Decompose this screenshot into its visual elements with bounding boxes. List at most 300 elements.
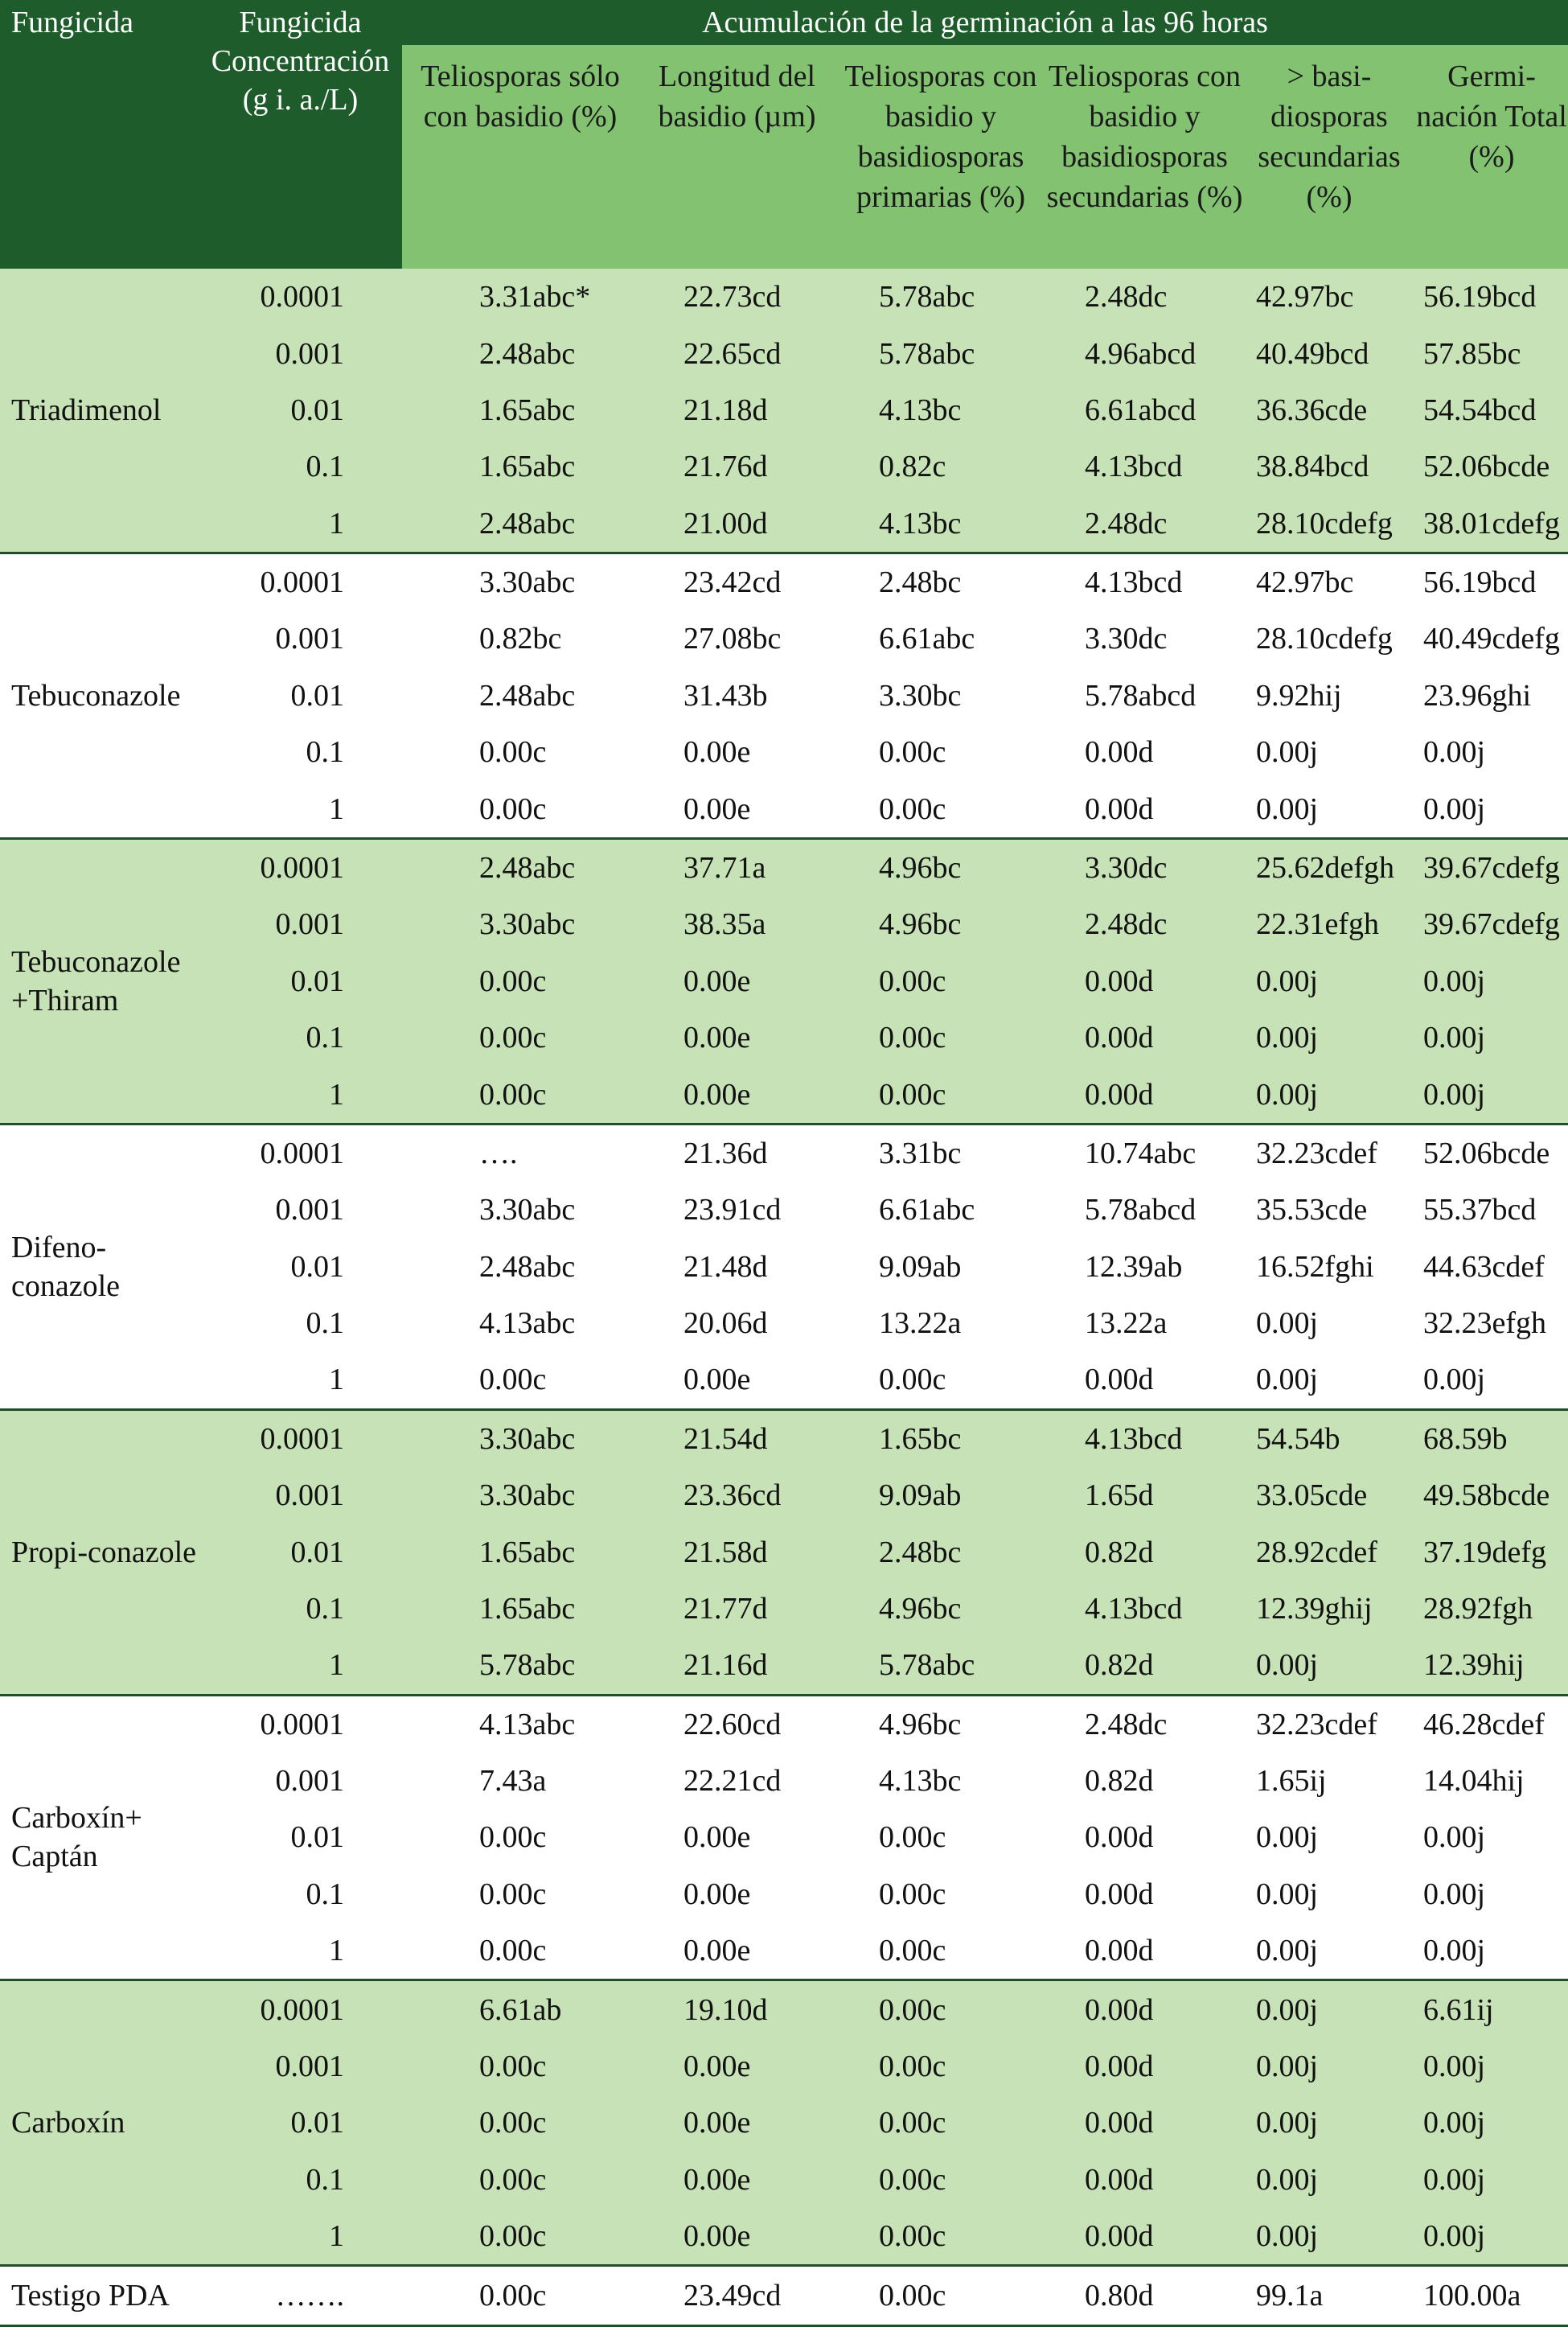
header-col-3-label: Teliosporas con basidio y basidiosporas primarias (%)	[844, 60, 1037, 214]
value-cell: 3.30dc	[1046, 838, 1243, 896]
value-cell: 2.48dc	[1046, 269, 1243, 325]
table-row	[0, 1922, 1568, 1980]
value-cell: 0.82d	[1046, 1523, 1243, 1580]
value-cell: 0.00c	[835, 2208, 1046, 2266]
header-col-2-label: Longitud del basidio (µm)	[658, 60, 816, 134]
value-cell: 21.16d	[638, 1637, 835, 1695]
fungicide-name: Carboxín	[0, 1980, 199, 2266]
value-cell: 21.54d	[638, 1409, 835, 1467]
value-cell: 32.23efgh	[1415, 1295, 1568, 1351]
table-row	[0, 780, 1568, 838]
value-cell: 2.48bc	[835, 553, 1046, 611]
value-cell: 42.97bc	[1243, 269, 1415, 325]
concentration-cell: 0.001	[199, 896, 402, 952]
value-cell: 33.05cde	[1243, 1467, 1415, 1523]
value-cell: 22.73cd	[638, 269, 835, 325]
value-cell: 54.54bcd	[1415, 382, 1568, 438]
table-row	[0, 2095, 1568, 2151]
value-cell: 28.92fgh	[1415, 1581, 1568, 1637]
value-cell: 3.30abc	[402, 1182, 638, 1238]
table-row	[0, 1809, 1568, 1865]
value-cell: 6.61ij	[1415, 1980, 1568, 2038]
value-cell: 35.53cde	[1243, 1182, 1415, 1238]
control-value-cell: 99.1a	[1243, 2266, 1415, 2326]
value-cell: 23.42cd	[638, 553, 835, 611]
concentration-cell: 0.0001	[199, 553, 402, 611]
control-name: Testigo PDA	[0, 2266, 199, 2326]
value-cell: 23.36cd	[638, 1467, 835, 1523]
value-cell: 0.00d	[1046, 1009, 1243, 1066]
value-cell: 0.00e	[638, 1066, 835, 1124]
value-cell: 32.23cdef	[1243, 1695, 1415, 1753]
table-row	[0, 1753, 1568, 1809]
fungicide-name: Tebuconazole +Thiram	[0, 838, 199, 1124]
value-cell: 0.82d	[1046, 1753, 1243, 1809]
value-cell: 37.19defg	[1415, 1523, 1568, 1580]
concentration-cell: 0.1	[199, 1581, 402, 1637]
value-cell: 28.10cdefg	[1243, 495, 1415, 553]
concentration-cell: 0.1	[199, 1866, 402, 1922]
table-row	[0, 896, 1568, 952]
value-cell: 0.00c	[835, 1809, 1046, 1865]
value-cell: 19.10d	[638, 1980, 835, 2038]
value-cell: 4.96bc	[835, 1581, 1046, 1637]
value-cell: 0.00c	[402, 2208, 638, 2266]
concentration-cell: 0.1	[199, 438, 402, 495]
value-cell: 44.63cdef	[1415, 1238, 1568, 1294]
value-cell: 0.00e	[638, 780, 835, 838]
control-value-cell: 0.00c	[402, 2266, 638, 2326]
value-cell: 9.09ab	[835, 1238, 1046, 1294]
value-cell: 21.36d	[638, 1124, 835, 1182]
concentration-cell: 0.1	[199, 2152, 402, 2208]
value-cell: 0.00j	[1243, 780, 1415, 838]
value-cell: 36.36cde	[1243, 382, 1415, 438]
value-cell: 0.00c	[402, 1922, 638, 1980]
value-cell: 0.00c	[402, 2095, 638, 2151]
value-cell: 4.13bcd	[1046, 1409, 1243, 1467]
value-cell: 0.00j	[1243, 1809, 1415, 1865]
value-cell: 0.00e	[638, 2038, 835, 2095]
value-cell: 38.01cdefg	[1415, 495, 1568, 553]
control-concentration: …….	[199, 2266, 402, 2326]
value-cell: 0.82c	[835, 438, 1046, 495]
header-col-4	[1046, 45, 1243, 269]
value-cell: 4.13abc	[402, 1295, 638, 1351]
table-row	[0, 1124, 1568, 1182]
value-cell: 0.00e	[638, 2208, 835, 2266]
value-cell: 39.67cdefg	[1415, 838, 1568, 896]
value-cell: 0.00j	[1243, 1009, 1415, 1066]
concentration-cell: 1	[199, 780, 402, 838]
value-cell: 12.39ab	[1046, 1238, 1243, 1294]
concentration-cell: 0.1	[199, 1009, 402, 1066]
concentration-cell: 1	[199, 1066, 402, 1124]
value-cell: 4.96abcd	[1046, 325, 1243, 381]
value-cell: 28.10cdefg	[1243, 611, 1415, 667]
value-cell: 0.00j	[1415, 1922, 1568, 1980]
fungicide-name: Difeno-conazole	[0, 1124, 199, 1409]
value-cell: 0.00j	[1415, 2152, 1568, 2208]
value-cell: 0.00c	[835, 2095, 1046, 2151]
value-cell: 5.78abcd	[1046, 1182, 1243, 1238]
table-row	[0, 1009, 1568, 1066]
value-cell: 21.48d	[638, 1238, 835, 1294]
header-concentracion	[199, 0, 402, 269]
value-cell: 1.65abc	[402, 438, 638, 495]
header-col-6-label: Germi-nación Total (%)	[1416, 60, 1567, 174]
value-cell: 0.00c	[835, 1866, 1046, 1922]
value-cell: 0.00j	[1415, 2208, 1568, 2266]
value-cell: 0.00j	[1415, 1809, 1568, 1865]
value-cell: 32.23cdef	[1243, 1124, 1415, 1182]
value-cell: 16.52fghi	[1243, 1238, 1415, 1294]
concentration-cell: 0.0001	[199, 1980, 402, 2038]
table-row	[0, 953, 1568, 1009]
concentration-cell: 0.0001	[199, 838, 402, 896]
value-cell: 56.19bcd	[1415, 553, 1568, 611]
concentration-cell: 0.001	[199, 1182, 402, 1238]
table-row	[0, 1409, 1568, 1467]
value-cell: 0.00c	[402, 1351, 638, 1409]
concentration-cell: 0.01	[199, 382, 402, 438]
value-cell: 0.00c	[402, 2038, 638, 2095]
value-cell: 0.00j	[1415, 1351, 1568, 1409]
value-cell: 0.00j	[1243, 1066, 1415, 1124]
value-cell: 38.84bcd	[1243, 438, 1415, 495]
value-cell: 1.65ij	[1243, 1753, 1415, 1809]
header-fungicida	[0, 0, 199, 269]
value-cell: 4.13abc	[402, 1695, 638, 1753]
value-cell: 0.00e	[638, 1809, 835, 1865]
value-cell: 0.00d	[1046, 1866, 1243, 1922]
value-cell: ….	[402, 1124, 638, 1182]
value-cell: 0.00d	[1046, 1922, 1243, 1980]
value-cell: 4.13bc	[835, 1753, 1046, 1809]
value-cell: 0.00e	[638, 2152, 835, 2208]
value-cell: 0.00j	[1243, 1866, 1415, 1922]
value-cell: 28.92cdef	[1243, 1523, 1415, 1580]
value-cell: 0.00c	[835, 780, 1046, 838]
header-group-title-label: Acumulación de la germinación a las 96 horas	[702, 6, 1268, 39]
value-cell: 0.00c	[835, 953, 1046, 1009]
concentration-cell: 0.001	[199, 2038, 402, 2095]
value-cell: 0.00j	[1243, 953, 1415, 1009]
header-col-4-label: Teliosporas con basidio y basidiosporas secundarias (%)	[1046, 60, 1243, 214]
value-cell: 20.06d	[638, 1295, 835, 1351]
header-concentracion-label: Fungicida Concentración (g i. a./L)	[211, 6, 390, 117]
value-cell: 0.00c	[402, 1009, 638, 1066]
value-cell: 0.00e	[638, 724, 835, 780]
value-cell: 21.18d	[638, 382, 835, 438]
value-cell: 0.00j	[1243, 1295, 1415, 1351]
value-cell: 0.00j	[1243, 2038, 1415, 2095]
value-cell: 0.00j	[1415, 1066, 1568, 1124]
value-cell: 0.00c	[835, 1980, 1046, 2038]
value-cell: 22.60cd	[638, 1695, 835, 1753]
value-cell: 4.13bcd	[1046, 438, 1243, 495]
concentration-cell: 0.01	[199, 953, 402, 1009]
value-cell: 0.00c	[835, 2152, 1046, 2208]
value-cell: 4.96bc	[835, 896, 1046, 952]
value-cell: 22.65cd	[638, 325, 835, 381]
value-cell: 6.61abc	[835, 611, 1046, 667]
concentration-cell: 1	[199, 1637, 402, 1695]
value-cell: 4.13bc	[835, 382, 1046, 438]
value-cell: 0.00d	[1046, 953, 1243, 1009]
value-cell: 3.31abc*	[402, 269, 638, 325]
value-cell: 0.00j	[1415, 1009, 1568, 1066]
value-cell: 5.78abc	[835, 269, 1046, 325]
value-cell: 2.48dc	[1046, 495, 1243, 553]
value-cell: 0.00d	[1046, 1351, 1243, 1409]
value-cell: 4.13bcd	[1046, 553, 1243, 611]
value-cell: 12.39hij	[1415, 1637, 1568, 1695]
value-cell: 5.78abc	[835, 1637, 1046, 1695]
value-cell: 2.48abc	[402, 325, 638, 381]
value-cell: 2.48bc	[835, 1523, 1046, 1580]
value-cell: 3.31bc	[835, 1124, 1046, 1182]
value-cell: 3.30abc	[402, 553, 638, 611]
value-cell: 52.06bcde	[1415, 1124, 1568, 1182]
value-cell: 23.96ghi	[1415, 668, 1568, 724]
value-cell: 0.00d	[1046, 724, 1243, 780]
value-cell: 4.13bc	[835, 495, 1046, 553]
value-cell: 0.00d	[1046, 2095, 1243, 2151]
value-cell: 39.67cdefg	[1415, 896, 1568, 952]
table-row	[0, 553, 1568, 611]
value-cell: 0.00j	[1415, 2095, 1568, 2151]
table-row	[0, 2208, 1568, 2266]
value-cell: 1.65abc	[402, 1581, 638, 1637]
header-col-5-label: > basi-diosporas secundarias (%)	[1258, 60, 1401, 214]
value-cell: 27.08bc	[638, 611, 835, 667]
value-cell: 13.22a	[835, 1295, 1046, 1351]
value-cell: 0.00c	[402, 2152, 638, 2208]
value-cell: 46.28cdef	[1415, 1695, 1568, 1753]
table-row	[0, 1581, 1568, 1637]
value-cell: 0.00d	[1046, 2208, 1243, 2266]
header-col-1	[402, 45, 638, 269]
value-cell: 0.00j	[1243, 2152, 1415, 2208]
header-col-3	[835, 45, 1046, 269]
header-fungicida-label: Fungicida	[11, 6, 133, 39]
fungicide-name: Triadimenol	[0, 269, 199, 553]
fungicide-name: Carboxín+ Captán	[0, 1695, 199, 1980]
fungicide-name: Tebuconazole	[0, 553, 199, 838]
table-row	[0, 269, 1568, 325]
value-cell: 12.39ghij	[1243, 1581, 1415, 1637]
value-cell: 21.77d	[638, 1581, 835, 1637]
value-cell: 0.00c	[835, 1066, 1046, 1124]
value-cell: 22.21cd	[638, 1753, 835, 1809]
header-group-title	[402, 0, 1568, 45]
concentration-cell: 0.001	[199, 611, 402, 667]
value-cell: 9.92hij	[1243, 668, 1415, 724]
value-cell: 0.00e	[638, 1922, 835, 1980]
value-cell: 0.00c	[835, 1009, 1046, 1066]
table-row	[0, 1351, 1568, 1409]
value-cell: 6.61abcd	[1046, 382, 1243, 438]
concentration-cell: 1	[199, 2208, 402, 2266]
value-cell: 38.35a	[638, 896, 835, 952]
value-cell: 1.65bc	[835, 1409, 1046, 1467]
value-cell: 2.48abc	[402, 668, 638, 724]
table-body	[0, 269, 1568, 2326]
concentration-cell: 0.01	[199, 668, 402, 724]
value-cell: 0.82bc	[402, 611, 638, 667]
value-cell: 3.30abc	[402, 1467, 638, 1523]
value-cell: 2.48dc	[1046, 1695, 1243, 1753]
table-row	[0, 2152, 1568, 2208]
value-cell: 49.58bcde	[1415, 1467, 1568, 1523]
concentration-cell: 0.0001	[199, 1409, 402, 1467]
value-cell: 13.22a	[1046, 1295, 1243, 1351]
value-cell: 40.49cdefg	[1415, 611, 1568, 667]
value-cell: 0.00e	[638, 1351, 835, 1409]
table-row	[0, 668, 1568, 724]
value-cell: 25.62defgh	[1243, 838, 1415, 896]
control-row	[0, 2266, 1568, 2326]
header-col-2	[638, 45, 835, 269]
value-cell: 1.65abc	[402, 382, 638, 438]
value-cell: 0.00j	[1415, 953, 1568, 1009]
value-cell: 0.00j	[1415, 724, 1568, 780]
value-cell: 7.43a	[402, 1753, 638, 1809]
concentration-cell: 1	[199, 1922, 402, 1980]
concentration-cell: 1	[199, 495, 402, 553]
value-cell: 2.48abc	[402, 838, 638, 896]
concentration-cell: 0.001	[199, 325, 402, 381]
concentration-cell: 0.0001	[199, 1695, 402, 1753]
concentration-cell: 0.01	[199, 1523, 402, 1580]
value-cell: 3.30dc	[1046, 611, 1243, 667]
value-cell: 0.00e	[638, 953, 835, 1009]
value-cell: 6.61ab	[402, 1980, 638, 2038]
control-value-cell: 23.49cd	[638, 2266, 835, 2326]
value-cell: 55.37bcd	[1415, 1182, 1568, 1238]
value-cell: 0.00j	[1243, 1922, 1415, 1980]
value-cell: 4.96bc	[835, 838, 1046, 896]
value-cell: 0.00c	[402, 1866, 638, 1922]
value-cell: 37.71a	[638, 838, 835, 896]
value-cell: 0.00j	[1415, 780, 1568, 838]
value-cell: 0.00d	[1046, 2152, 1243, 2208]
header-col-6	[1415, 45, 1568, 269]
value-cell: 4.13bcd	[1046, 1581, 1243, 1637]
table-row	[0, 1182, 1568, 1238]
table-row	[0, 1523, 1568, 1580]
value-cell: 0.00e	[638, 1866, 835, 1922]
value-cell: 14.04hij	[1415, 1753, 1568, 1809]
value-cell: 0.00j	[1243, 1351, 1415, 1409]
table-row	[0, 1866, 1568, 1922]
value-cell: 2.48abc	[402, 495, 638, 553]
value-cell: 0.00j	[1415, 2038, 1568, 2095]
value-cell: 0.00d	[1046, 2038, 1243, 2095]
value-cell: 9.09ab	[835, 1467, 1046, 1523]
table-row	[0, 438, 1568, 495]
value-cell: 21.76d	[638, 438, 835, 495]
value-cell: 21.00d	[638, 495, 835, 553]
value-cell: 0.00j	[1415, 1866, 1568, 1922]
value-cell: 40.49bcd	[1243, 325, 1415, 381]
control-value-cell: 0.00c	[835, 2266, 1046, 2326]
value-cell: 5.78abc	[835, 325, 1046, 381]
concentration-cell: 0.1	[199, 1295, 402, 1351]
value-cell: 5.78abcd	[1046, 668, 1243, 724]
value-cell: 42.97bc	[1243, 553, 1415, 611]
value-cell: 68.59b	[1415, 1409, 1568, 1467]
control-value-cell: 0.80d	[1046, 2266, 1243, 2326]
value-cell: 0.00c	[835, 1922, 1046, 1980]
value-cell: 4.96bc	[835, 1695, 1046, 1753]
header-col-5	[1243, 45, 1415, 269]
value-cell: 0.00j	[1243, 1637, 1415, 1695]
value-cell: 0.00c	[835, 2038, 1046, 2095]
value-cell: 5.78abc	[402, 1637, 638, 1695]
value-cell: 0.00d	[1046, 1980, 1243, 2038]
header-col-1-label: Teliosporas sólo con basidio (%)	[421, 60, 620, 134]
value-cell: 0.00d	[1046, 1809, 1243, 1865]
table-row	[0, 2038, 1568, 2095]
concentration-cell: 0.01	[199, 2095, 402, 2151]
value-cell: 0.00j	[1243, 724, 1415, 780]
value-cell: 23.91cd	[638, 1182, 835, 1238]
concentration-cell: 0.1	[199, 724, 402, 780]
value-cell: 52.06bcde	[1415, 438, 1568, 495]
concentration-cell: 0.01	[199, 1809, 402, 1865]
value-cell: 0.00j	[1243, 1980, 1415, 2038]
concentration-cell: 0.001	[199, 1753, 402, 1809]
table-row	[0, 495, 1568, 553]
table-row	[0, 838, 1568, 896]
value-cell: 3.30bc	[835, 668, 1046, 724]
value-cell: 3.30abc	[402, 1409, 638, 1467]
value-cell: 0.00c	[402, 1066, 638, 1124]
concentration-cell: 0.001	[199, 1467, 402, 1523]
value-cell: 0.00c	[402, 780, 638, 838]
concentration-cell: 1	[199, 1351, 402, 1409]
value-cell: 0.00c	[402, 724, 638, 780]
control-value-cell: 100.00a	[1415, 2266, 1568, 2326]
table-row	[0, 1980, 1568, 2038]
table-row	[0, 1295, 1568, 1351]
value-cell: 0.00e	[638, 1009, 835, 1066]
value-cell: 54.54b	[1243, 1409, 1415, 1467]
table-row	[0, 325, 1568, 381]
value-cell: 0.00j	[1243, 2208, 1415, 2266]
table-row	[0, 724, 1568, 780]
table-header	[0, 0, 1568, 269]
value-cell: 31.43b	[638, 668, 835, 724]
value-cell: 0.00d	[1046, 780, 1243, 838]
value-cell: 1.65d	[1046, 1467, 1243, 1523]
value-cell: 0.00c	[402, 953, 638, 1009]
value-cell: 1.65abc	[402, 1523, 638, 1580]
table-row	[0, 382, 1568, 438]
value-cell: 56.19bcd	[1415, 269, 1568, 325]
concentration-cell: 0.01	[199, 1238, 402, 1294]
value-cell: 0.00e	[638, 2095, 835, 2151]
table-row	[0, 611, 1568, 667]
value-cell: 0.00c	[402, 1809, 638, 1865]
value-cell: 57.85bc	[1415, 325, 1568, 381]
value-cell: 10.74abc	[1046, 1124, 1243, 1182]
table-row	[0, 1066, 1568, 1124]
value-cell: 21.58d	[638, 1523, 835, 1580]
value-cell: 0.00j	[1243, 2095, 1415, 2151]
